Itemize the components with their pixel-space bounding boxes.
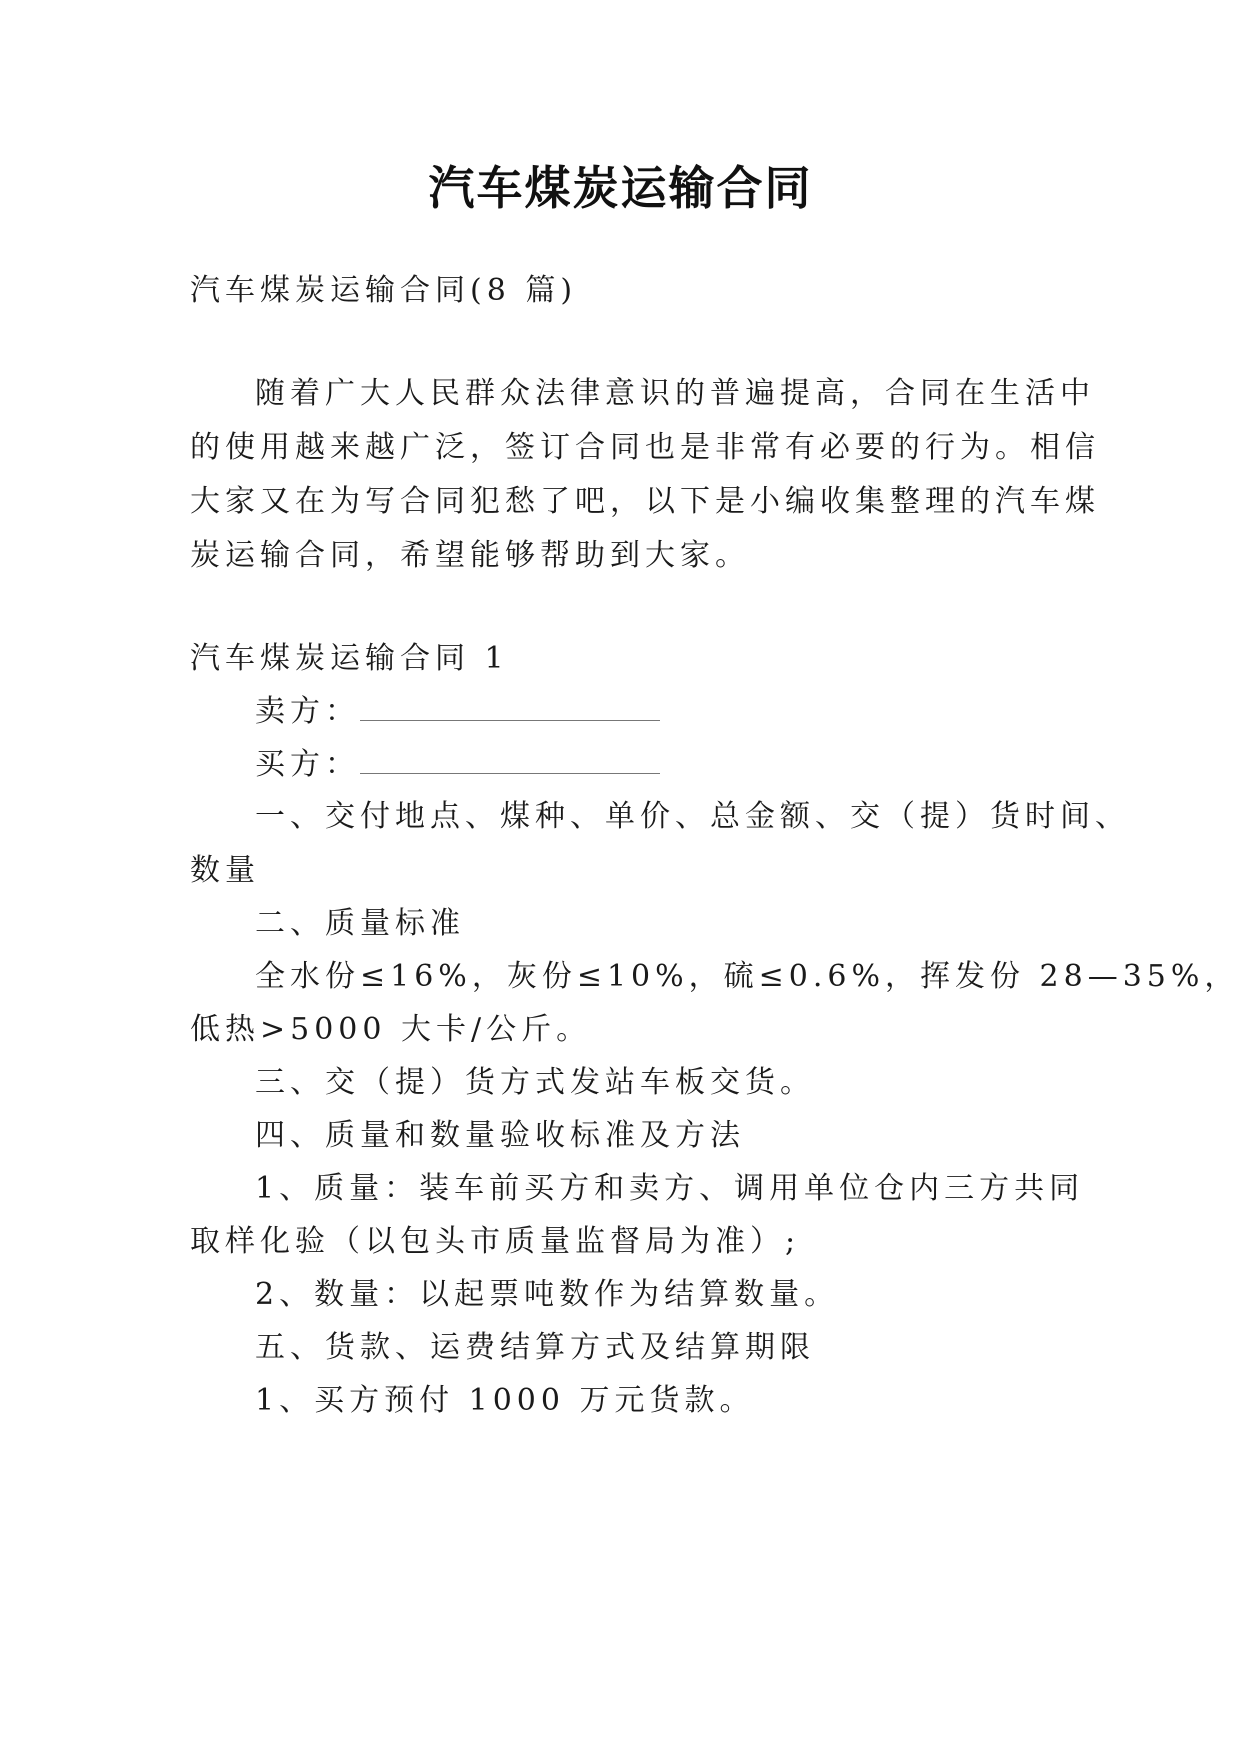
- clause-line: 取样化验（以包头市质量监督局为准）;: [190, 1224, 801, 1259]
- buyer-blank-line: [360, 751, 660, 774]
- seller-blank-line: [360, 698, 660, 721]
- clause-line: 1、质量：装车前买方和卖方、调用单位仓内三方共同: [255, 1171, 1085, 1206]
- intro-line-3: 大家又在为写合同犯愁了吧，以下是小编收集整理的汽车煤: [190, 484, 1100, 519]
- clause-line: 二、质量标准: [255, 906, 465, 941]
- clause-line: 数量: [190, 853, 260, 888]
- intro-line-2: 的使用越来越广泛，签订合同也是非常有必要的行为。相信: [190, 430, 1100, 465]
- clause-line: 五、货款、运费结算方式及结算期限: [255, 1330, 815, 1365]
- buyer-label: 买方：: [255, 747, 360, 782]
- seller-field: [255, 686, 660, 730]
- section-title: 汽车煤炭运输合同 1: [190, 641, 509, 676]
- clause-line: 三、交（提）货方式发站车板交货。: [255, 1065, 815, 1100]
- clause-line: 一、交付地点、煤种、单价、总金额、交（提）货时间、: [255, 799, 1130, 834]
- document-subtitle: 汽车煤炭运输合同(8 篇): [190, 273, 578, 308]
- clause-line: 2、数量：以起票吨数作为结算数量。: [255, 1277, 840, 1312]
- clause-line: 低热>5000 大卡/公斤。: [190, 1012, 592, 1047]
- intro-line-4: 炭运输合同，希望能够帮助到大家。: [190, 538, 750, 573]
- page-title: 汽车煤炭运输合同: [428, 161, 813, 215]
- seller-label: 卖方：: [255, 694, 360, 729]
- clause-line: 四、质量和数量验收标准及方法: [255, 1118, 745, 1153]
- clause-line: 全水份≤16%，灰份≤10%，硫≤0.6%，挥发份 28—35%，: [255, 959, 1240, 994]
- buyer-field: [255, 739, 660, 783]
- clause-line: 1、买方预付 1000 万元货款。: [255, 1383, 755, 1418]
- intro-line-1: 随着广大人民群众法律意识的普遍提高，合同在生活中: [255, 376, 1095, 411]
